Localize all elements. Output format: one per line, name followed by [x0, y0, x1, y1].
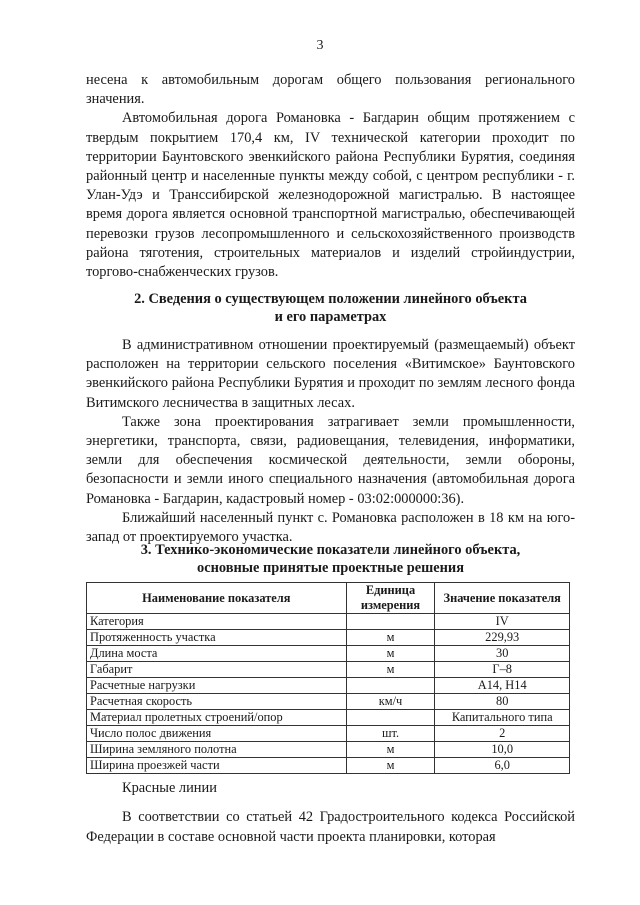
cell-unit: [346, 710, 435, 726]
cell-value: 229,93: [435, 630, 570, 646]
cell-unit: м: [346, 662, 435, 678]
section-3-heading-line-2: основные принятые проектные решения: [197, 560, 464, 576]
cell-unit: шт.: [346, 726, 435, 742]
cell-indicator-name: Материал пролетных строений/опор: [87, 710, 347, 726]
cell-unit: м: [346, 630, 435, 646]
cell-value: 6,0: [435, 758, 570, 774]
table-row: [87, 678, 570, 694]
cell-unit: м: [346, 742, 435, 758]
cell-indicator-name: Расчетные нагрузки: [87, 678, 347, 694]
table-row: [87, 758, 570, 774]
page-number: 3: [316, 38, 324, 53]
intro-paragraph-1: несена к автомобильным дорогам общего пользования регионального значения.: [86, 72, 575, 108]
cell-unit: м: [346, 646, 435, 662]
table-row: [87, 742, 570, 758]
section-2-heading-line-1: 2. Сведения о существующем положении линейного объекта: [134, 291, 527, 307]
cell-unit: [346, 614, 435, 630]
cell-value: 2: [435, 726, 570, 742]
red-lines-text: [86, 808, 575, 847]
cell-value: 80: [435, 694, 570, 710]
table-body: [87, 614, 570, 774]
cell-indicator-name: Расчетная скорость: [87, 694, 347, 710]
table-header-row: [87, 583, 570, 614]
table-row: [87, 694, 570, 710]
section-2-paragraph-1: В административном отношении проектируемый (размещаемый) объект расположен на территории сельского поселения «Витимское» Баунтовского эвенкийского района Республики Бурятия и проходит по землям лесного фонда Витимского лесничества в защитных лесах.: [86, 337, 575, 411]
section-3-heading: [86, 541, 575, 577]
cell-value: IV: [435, 614, 570, 630]
intro-text: [86, 71, 575, 282]
section-2-heading-line-2: и его параметрах: [274, 309, 387, 325]
intro-paragraph-2: Автомобильная дорога Романовка - Багдарин общим протяжением с твердым покрытием 170,4 км, IV технической категории проходит по территории Баунтовского эвенкийского района Республики Бурятия, соединяя районный центр и населенные пункты между собой, с центром республики - г. Улан-Удэ и Транссибирской железнодорожной магистралью. В настоящее время дорога является основной транспортной магистралью, обеспечивающей перевозки грузов лесопромышленного и сельскохозяйственного производств района тяготения, строительных материалов и изделий стройиндустрии, торгово-снабженческих грузов.: [86, 110, 575, 281]
section-2-text: [86, 336, 575, 547]
cell-unit: м: [346, 758, 435, 774]
section-2-paragraph-3: Ближайший населенный пункт с. Романовка расположен в 18 км на юго-запад от проектируемого участка.: [86, 509, 575, 546]
red-lines-title: Красные линии: [122, 780, 217, 796]
table-row: [87, 614, 570, 630]
cell-value: 30: [435, 646, 570, 662]
table-row: [87, 630, 570, 646]
cell-indicator-name: Ширина земляного полотна: [87, 742, 347, 758]
parameters-table: [86, 582, 570, 774]
cell-indicator-name: Категория: [87, 614, 347, 630]
cell-value: 10,0: [435, 742, 570, 758]
table-row: [87, 710, 570, 726]
cell-unit: км/ч: [346, 694, 435, 710]
header-value: Значение показателя: [435, 583, 570, 614]
header-indicator-name: Наименование показателя: [87, 583, 347, 614]
cell-value: А14, Н14: [435, 678, 570, 694]
section-3-heading-line-1: 3. Технико-экономические показатели линейного объекта,: [140, 542, 521, 558]
cell-unit: [346, 678, 435, 694]
table-row: [87, 726, 570, 742]
section-2-heading: [86, 290, 575, 326]
cell-value: Г–8: [435, 662, 570, 678]
table-row: [87, 662, 570, 678]
section-2-paragraph-2: Также зона проектирования затрагивает земли промышленности, энергетики, транспорта, связи, радиовещания, телевидения, информатики, земли для обеспечения космической деятельности, земли обороны, безопасности и земли иного специального назначения (автомобильная дорога Романовка - Багдарин, кадастровый номер - 03:02:000000:36).: [86, 413, 575, 507]
table-row: [87, 646, 570, 662]
cell-indicator-name: Длина моста: [87, 646, 347, 662]
header-unit: Единица измерения: [346, 583, 435, 614]
cell-indicator-name: Ширина проезжей части: [87, 758, 347, 774]
red-lines-paragraph-1: В соответствии со статьей 42 Градостроительного кодекса Российской Федерации в составе основной части проекта планировки, которая: [86, 809, 575, 845]
cell-value: Капитального типа: [435, 710, 570, 726]
cell-indicator-name: Число полос движения: [87, 726, 347, 742]
cell-indicator-name: Протяженность участка: [87, 630, 347, 646]
cell-indicator-name: Габарит: [87, 662, 347, 678]
